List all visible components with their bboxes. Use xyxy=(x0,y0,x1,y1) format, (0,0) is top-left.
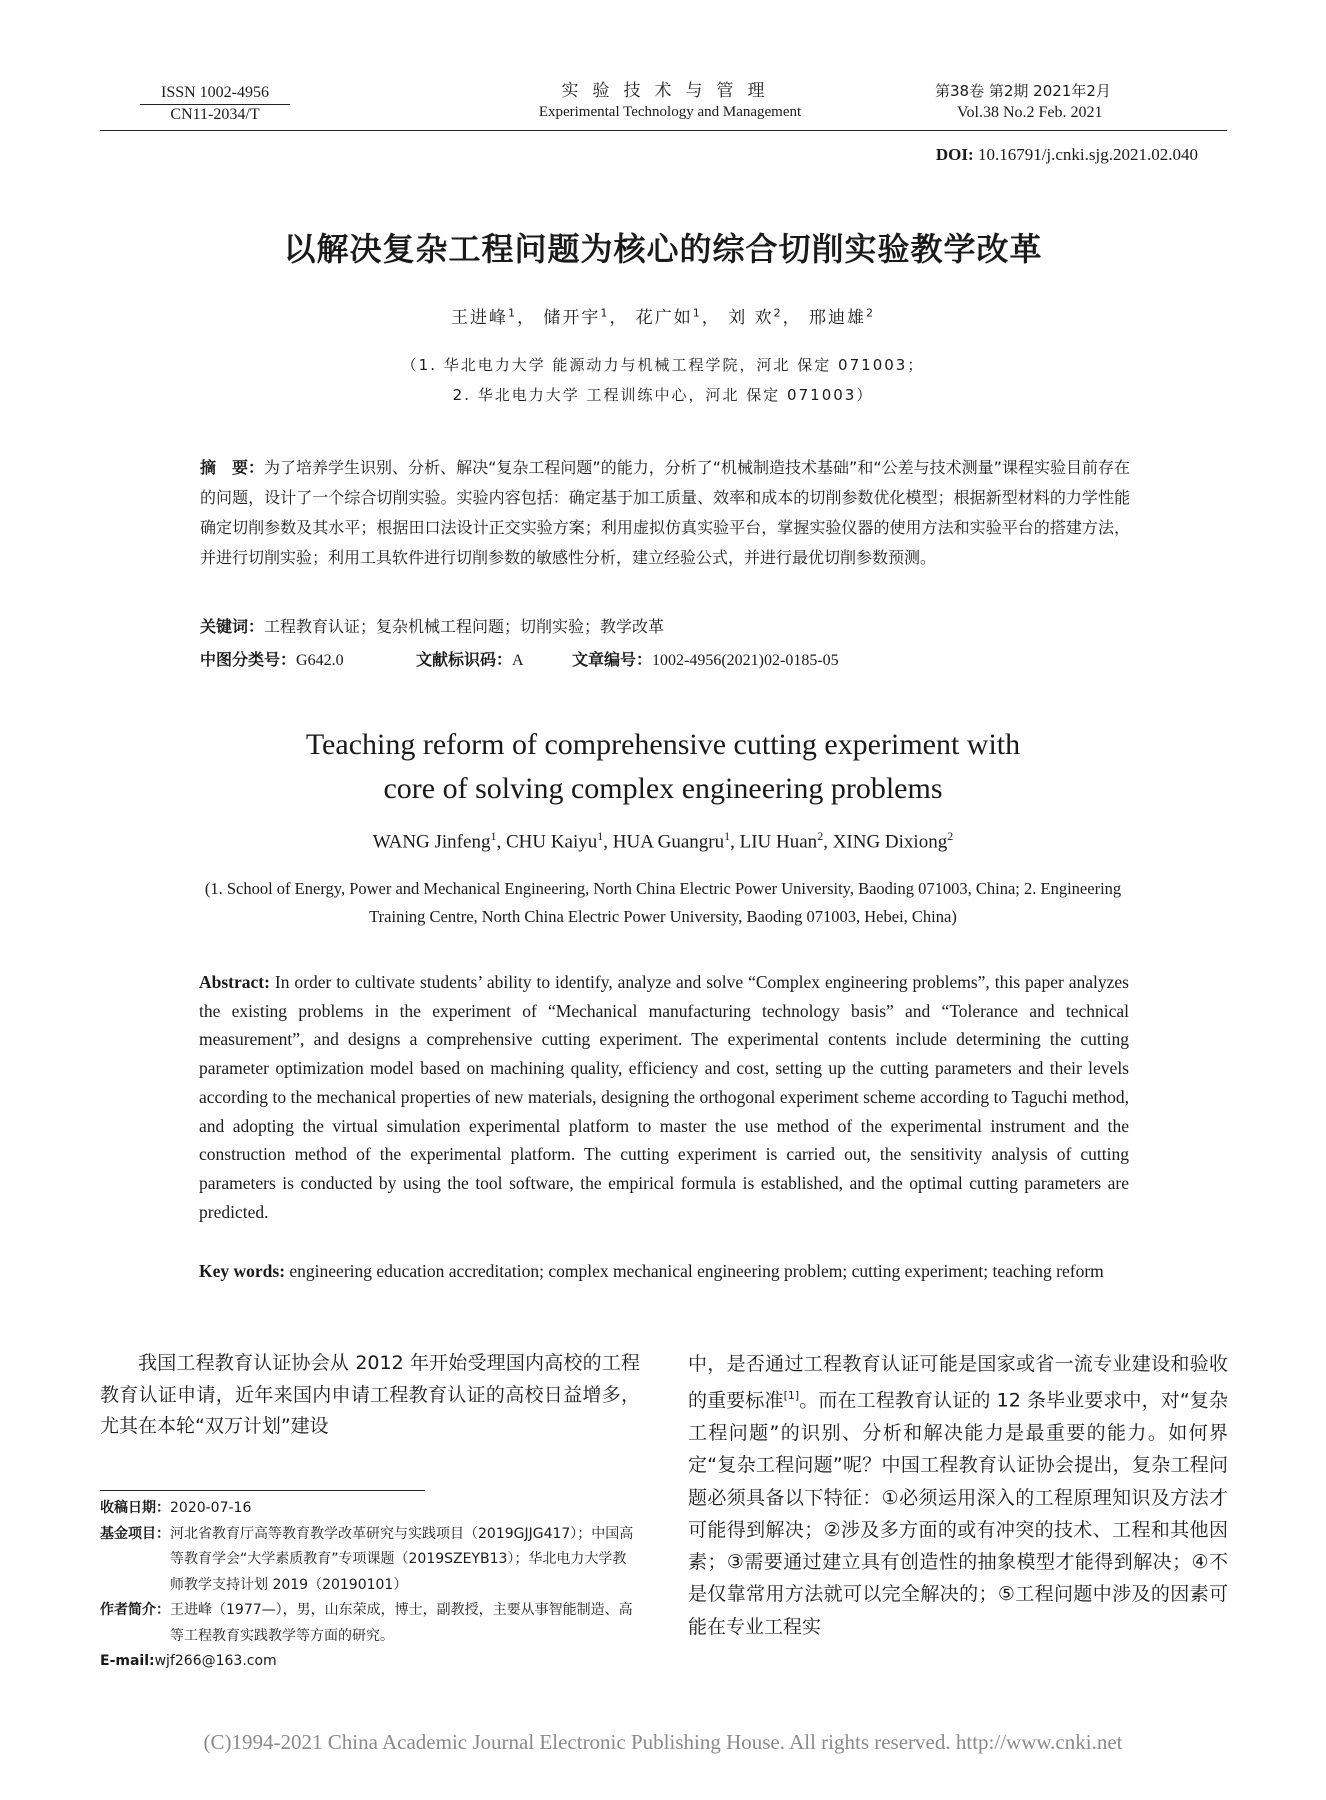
doi[interactable] xyxy=(936,145,1198,165)
body-text: 中，是否通过工程教育认证可能是国家或省一流专业建设和验收的重要标准 xyxy=(688,1353,1228,1412)
abstract-en xyxy=(199,968,1129,1226)
copyright-footer: (C)1994-2021 China Academic Journal Electronic Publishing House. All rights reserved. http://www.cnki.net xyxy=(203,1730,1123,1754)
title-en-line: Teaching reform of comprehensive cutting experiment with xyxy=(305,728,1021,761)
header-rule xyxy=(100,130,1227,131)
email-label: E-mail: xyxy=(100,1653,155,1669)
footnote-received xyxy=(100,1496,640,1522)
title-en xyxy=(0,723,1326,811)
issn-block xyxy=(140,83,290,125)
author-en: WANG Jinfeng xyxy=(372,831,491,853)
title-cn: 以解决复杂工程问题为核心的综合切削实验教学改革 xyxy=(283,230,1043,268)
keywords-cn xyxy=(200,614,1130,640)
article-number-value: 1002-4956(2021)02-0185-05 xyxy=(652,652,839,669)
authors-en: WANG Jinfeng$^1$, CHU Kaiyu$^1$, HUA Guangru$^1$, LIU Huan$^2$, XING Dixiong$^2$ xyxy=(372,829,954,853)
title-en-line: core of solving complex engineering problems xyxy=(383,772,943,805)
doc-code-value: A xyxy=(512,652,524,669)
journal-name xyxy=(470,80,870,122)
abstract-cn xyxy=(200,453,1130,573)
author-affil-mark: 2 xyxy=(947,829,954,843)
reference-mark[interactable]: [1] xyxy=(783,1389,800,1403)
affiliation-line: 2. 华北电力大学 工程训练中心，河北 保定 071003） xyxy=(452,386,874,404)
keywords-cn-label: 关键词： xyxy=(200,617,265,636)
fund-label: 基金项目： xyxy=(100,1525,170,1542)
article-number-label: 文章编号： xyxy=(572,650,653,669)
author-affil-mark: 1 xyxy=(507,306,517,320)
author-affil-mark: 2 xyxy=(817,829,824,843)
author-affil-mark: 2 xyxy=(773,306,783,320)
author-cn: 储开宇 xyxy=(543,308,601,328)
author-affil-mark: 1 xyxy=(490,829,497,843)
volume-en: Vol.38 No.2 Feb. 2021 xyxy=(957,104,1103,121)
author-bio-label: 作者简介： xyxy=(100,1602,170,1618)
footnote-email xyxy=(100,1649,640,1675)
fund-value: 河北省教育厅高等教育教学改革研究与实践项目（2019GJJG417）；中国高等教育学会“大学素质教育”专项课题（2019SZEYB13）；华北电力大学教师教学支持计划 2019（20190101） xyxy=(170,1525,634,1593)
abstract-en-text: In order to cultivate students’ ability to identify, analyze and solve “Complex engineering problems”, this paper analyzes the existing problems in the experiment of “Mechanical manufacturing technology basis” and “Tolerance and technical measurement”, and designs a comprehensive cutting experiment. The experimental contents include determining the cutting parameter optimization model based on machining quality, efficiency and cost, setting up the cutting parameters and their levels according to the mechanical properties of new materials, designing the orthogonal experiment scheme according to Taguchi method, and adopting the virtual simulation experimental platform to master the use method of the experimental instrument and the construction method of the experimental platform. The cutting experiment is carried out, the sensitivity analysis of cutting parameters is conducted by using the tool software, the empirical formula is established, and the optimal cutting parameters are predicted. xyxy=(199,972,1129,1222)
clc-label: 中图分类号： xyxy=(200,650,297,669)
keywords-en-label: Key words: xyxy=(199,1261,286,1281)
keywords-cn-text: 工程教育认证；复杂机械工程问题；切削实验；教学改革 xyxy=(264,617,665,636)
body-left-column: 我国工程教育认证协会从 2012 年开始受理国内高校的工程教育认证申请，近年来国内申请工程教育认证的高校日益增多，尤其在本轮“双万计划”建设 xyxy=(100,1352,640,1437)
author-en: HUA Guangru xyxy=(612,831,725,853)
journal-name-cn: 实验技术与管理 xyxy=(561,81,779,101)
clc-value: G642.0 xyxy=(296,652,344,669)
keywords-en xyxy=(199,1257,1129,1286)
journal-name-en: Experimental Technology and Management xyxy=(538,104,802,120)
author-affil-mark: 1 xyxy=(724,829,731,843)
author-affil-mark: 1 xyxy=(597,829,604,843)
author-cn: 刘 欢 xyxy=(728,308,774,328)
author-cn: 邢迪雄 xyxy=(809,308,867,328)
doi-label: DOI: xyxy=(935,145,974,164)
body-right-column xyxy=(688,1348,1228,1643)
body-text: 。而在工程教育认证的 12 条毕业要求中，对“复杂工程问题”的识别、分析和解决能力是最重要的能力。如何界定“复杂工程问题”呢？中国工程教育认证协会提出，复杂工程问题必须具备以下特征：①必须运用深入的工程原理知识及方法才可能得到解决；②涉及多方面的或有冲突的技术、工程和其他因素；③需要通过建立具有创造性的抽象模型才能得到解决；④不是仅靠常用方法就可以完全解决的；⑤工程问题中涉及的因素可能在专业工程实 xyxy=(688,1389,1228,1638)
keywords-en-text: engineering education accreditation; complex mechanical engineering problem; cutting experiment; teaching reform xyxy=(285,1261,1104,1281)
author-affil-mark: 2 xyxy=(866,306,876,320)
volume-info xyxy=(935,80,1195,124)
doc-code-label: 文献标识码： xyxy=(416,650,513,669)
abstract-cn-label: 摘 要： xyxy=(200,458,265,477)
author-cn: 花广如 xyxy=(635,308,693,328)
doi-value: 10.16791/j.cnki.sjg.2021.02.040 xyxy=(973,145,1198,164)
affiliations-en: (1. School of Energy, Power and Mechanical Engineering, North China Electric Power University, Baoding 071003, China; 2. Engineering Training Centre, North China Electric Power University, Baoding 071003, Hebei, China) xyxy=(204,879,1122,926)
received-label: 收稿日期： xyxy=(100,1500,170,1516)
cn-code: CN11-2034/T xyxy=(170,106,260,123)
footnote-fund xyxy=(100,1522,640,1599)
author-en: LIU Huan xyxy=(739,831,818,853)
author-affil-mark: 1 xyxy=(600,306,610,320)
footnotes xyxy=(100,1496,640,1675)
author-cn: 王进峰 xyxy=(450,308,508,328)
author-en: XING Dixiong xyxy=(832,831,948,853)
footnote-author xyxy=(100,1598,640,1649)
author-en: CHU Kaiyu xyxy=(505,831,598,853)
affiliation-line: （1. 华北电力大学 能源动力与机械工程学院，河北 保定 071003； xyxy=(401,356,925,374)
volume-cn: 第38卷 第2期 2021年2月 xyxy=(935,82,1111,100)
received-value: 2020-07-16 xyxy=(170,1500,252,1516)
issn: ISSN 1002-4956 xyxy=(140,83,290,105)
email-link[interactable]: wjf266@163.com xyxy=(154,1653,277,1669)
author-bio-value: 王进峰（1977—），男，山东荣成，博士，副教授，主要从事智能制造、高等工程教育实践教学等方面的研究。 xyxy=(170,1602,633,1644)
abstract-cn-text: 为了培养学生识别、分析、解决“复杂工程问题”的能力，分析了“机械制造技术基础”和“公差与技术测量”课程实验目前存在的问题，设计了一个综合切削实验。实验内容包括：确定基于加工质量、效率和成本的切削参数优化模型；根据新型材料的力学性能确定切削参数及其水平；根据田口法设计正交实验方案；利用虚拟仿真实验平台，掌握实验仪器的使用方法和实验平台的搭建方法，并进行切削实验；利用工具软件进行切削参数的敏感性分析，建立经验公式，并进行最优切削参数预测。 xyxy=(200,458,1130,567)
classification-line xyxy=(200,647,1130,674)
affiliations-cn xyxy=(0,350,1326,410)
authors-cn: 王进峰$^1$， 储开宇$^1$， 花广如$^1$， 刘 欢$^2$， 邢迪雄$^2$ xyxy=(450,306,876,328)
abstract-en-label: Abstract: xyxy=(199,972,270,992)
footnote-rule xyxy=(100,1490,425,1491)
author-affil-mark: 1 xyxy=(692,306,702,320)
